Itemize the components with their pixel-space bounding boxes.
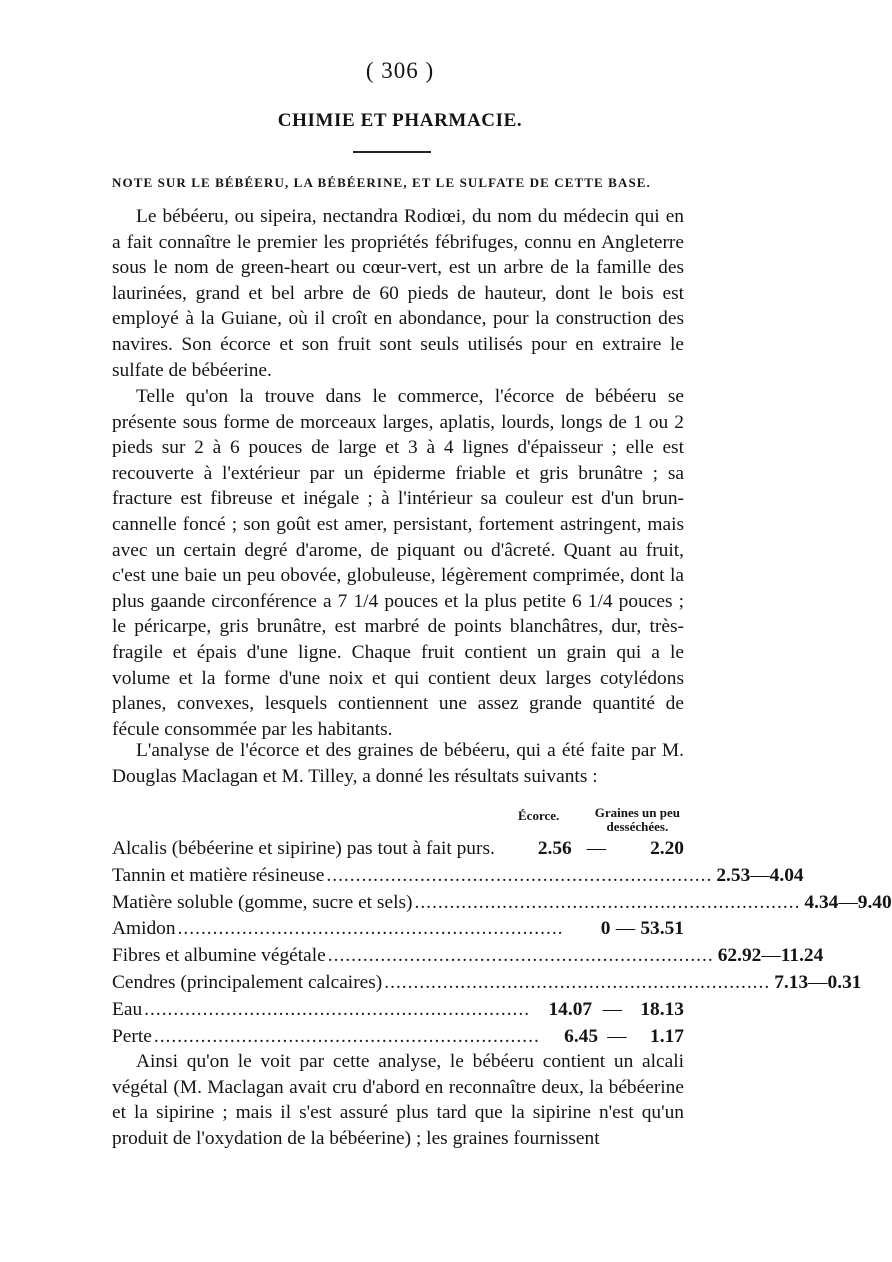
section-heading: CHIMIE ET PHARMACIE. bbox=[277, 110, 523, 131]
ecorce-value: 0 bbox=[600, 918, 611, 940]
dash-separator: — bbox=[586, 838, 607, 859]
ecorce-value: 4.34 bbox=[804, 891, 839, 913]
row-label: Perte bbox=[112, 1025, 152, 1047]
ecorce-value: 14.07 bbox=[548, 998, 593, 1020]
graines-value: 11.24 bbox=[780, 945, 824, 967]
analysis-table bbox=[112, 838, 892, 1052]
paragraph-3 bbox=[112, 738, 684, 789]
dash-separator: — bbox=[838, 891, 858, 913]
paragraph-1 bbox=[112, 204, 684, 383]
graines-value: 9.40 bbox=[857, 891, 892, 913]
row-label: Amidon bbox=[112, 918, 176, 940]
column-header-graines-line1: Graines un peu bbox=[594, 805, 680, 820]
column-header-ecorce: Écorce. bbox=[518, 808, 560, 823]
ecorce-value: 2.53 bbox=[716, 864, 751, 886]
table-row bbox=[112, 999, 684, 1026]
dash-separator: — bbox=[750, 864, 770, 886]
row-label: Tannin et matière résineuse bbox=[112, 864, 325, 886]
column-header-graines bbox=[595, 806, 680, 834]
graines-value: 2.20 bbox=[650, 838, 684, 859]
article-title: NOTE SUR LE BÉBÉERU, LA BÉBÉERINE, ET LE SULFATE DE CETTE BASE. bbox=[112, 175, 651, 190]
row-label: Fibres et albumine végétale bbox=[112, 945, 326, 967]
table-column-headers bbox=[112, 806, 684, 840]
leader-dots: .................................................................. bbox=[384, 971, 771, 993]
table-row bbox=[112, 971, 862, 999]
dash-separator: — bbox=[808, 971, 828, 993]
graines-value: 1.17 bbox=[650, 1025, 684, 1047]
page-number: ( 306 ) bbox=[365, 58, 435, 83]
dash-separator: — bbox=[607, 1025, 627, 1047]
row-label: Eau bbox=[112, 998, 143, 1020]
graines-value: 53.51 bbox=[640, 918, 684, 940]
paragraph-3-text: L'analyse de l'écorce et des graines de bébéeru, qui a été faite par M. Douglas Maclagan et M. Tilley, a donné les résultats suivants : bbox=[112, 740, 684, 787]
dash-separator: — bbox=[615, 918, 636, 940]
table-row bbox=[112, 838, 684, 865]
graines-value: 18.13 bbox=[640, 998, 684, 1020]
leader-dots: .................................................................. bbox=[326, 864, 713, 886]
row-label: Alcalis (bébéerine et sipirine) pas tout à fait purs. bbox=[112, 838, 495, 859]
table-row bbox=[112, 864, 804, 892]
ecorce-value: 7.13 bbox=[774, 971, 809, 993]
row-label: Cendres (principalement calcaires) bbox=[112, 971, 383, 993]
dash-separator: — bbox=[602, 998, 622, 1020]
table-row bbox=[112, 918, 684, 945]
leader-dots: .................................................................. bbox=[414, 891, 801, 913]
leader-dots: .................................................................. bbox=[144, 998, 531, 1020]
leader-dots: .................................................................. bbox=[153, 1025, 540, 1047]
paragraph-4 bbox=[112, 1049, 684, 1151]
paragraph-1-text: Le bébéeru, ou sipeira, nectandra Rodiœi, du nom du médecin qui en a fait connaître le premier les propriétés fébrifuges, connu en Angleterre sous le nom de green-heart ou cœur-vert, est un arbre de la famille des laurinées, grand et bel arbre de 60 pieds de hauteur, dont le bois est employé à la Guiane, où il croît en abondance, pour la construction des navires. Son écorce et son fruit sont seuls utilisés pour en extraire le sulfate de bébéerine. bbox=[112, 206, 684, 381]
paragraph-2 bbox=[112, 384, 684, 742]
paragraph-4-text: Ainsi qu'on le voit par cette analyse, le bébéeru contient un alcali végétal (M. Maclagan avait cru d'abord en reconnaître deux, la bébéerine et la sipirine ; mais il s'est assuré plus tard que la sipirine n'est qu'un produit de l'oxydation de la bébéerine) ; les graines fournissent bbox=[112, 1051, 684, 1149]
table-row bbox=[112, 945, 824, 972]
leader-dots: .................................................................. bbox=[327, 945, 714, 967]
ecorce-value: 2.56 bbox=[537, 838, 572, 859]
ecorce-value: 6.45 bbox=[564, 1025, 599, 1047]
table-row bbox=[112, 891, 892, 919]
row-label: Matière soluble (gomme, sucre et sels) bbox=[112, 891, 413, 913]
graines-value: 4.04 bbox=[769, 864, 804, 886]
ecorce-value: 62.92 bbox=[717, 945, 762, 967]
dash-separator: — bbox=[761, 945, 781, 967]
heading-rule bbox=[353, 151, 431, 153]
column-header-graines-line2: desséchées. bbox=[606, 819, 669, 834]
leader-dots: .................................................................. bbox=[177, 918, 564, 940]
paragraph-2-text: Telle qu'on la trouve dans le commerce, l'écorce de bébéeru se présente sous forme de morceaux larges, aplatis, lourds, longs de 1 ou 2 pieds sur 2 à 6 pouces de large et 3 à 4 lignes d'épaisseur ; elle est recouverte à l'extérieur par un épiderme friable et gris brunâtre ; sa fracture est fibreuse et inégale ; à l'intérieur sa couleur est d'un brun-cannelle foncé ; son goût est amer, persistant, fortement astringent, mais avec un certain degré d'arome, de piquant ou d'âcreté. Quant au fruit, c'est une baie un peu obovée, globuleuse, légèrement comprimée, dont la plus gaande circonférence a 7 1/4 pouces et la plus petite 6 1/4 pouces ; le péricarpe, gris brunâtre, est marbré de points blanchâtres, dur, très-fragile et épais d'une ligne. Chaque fruit contient un grain qui a le volume et la forme d'une noix et qui contient deux larges cotylédons planes, convexes, lesquels contiennent une assez grande quantité de fécule consommée par les habitants. bbox=[112, 386, 684, 740]
graines-value: 0.31 bbox=[827, 971, 862, 993]
